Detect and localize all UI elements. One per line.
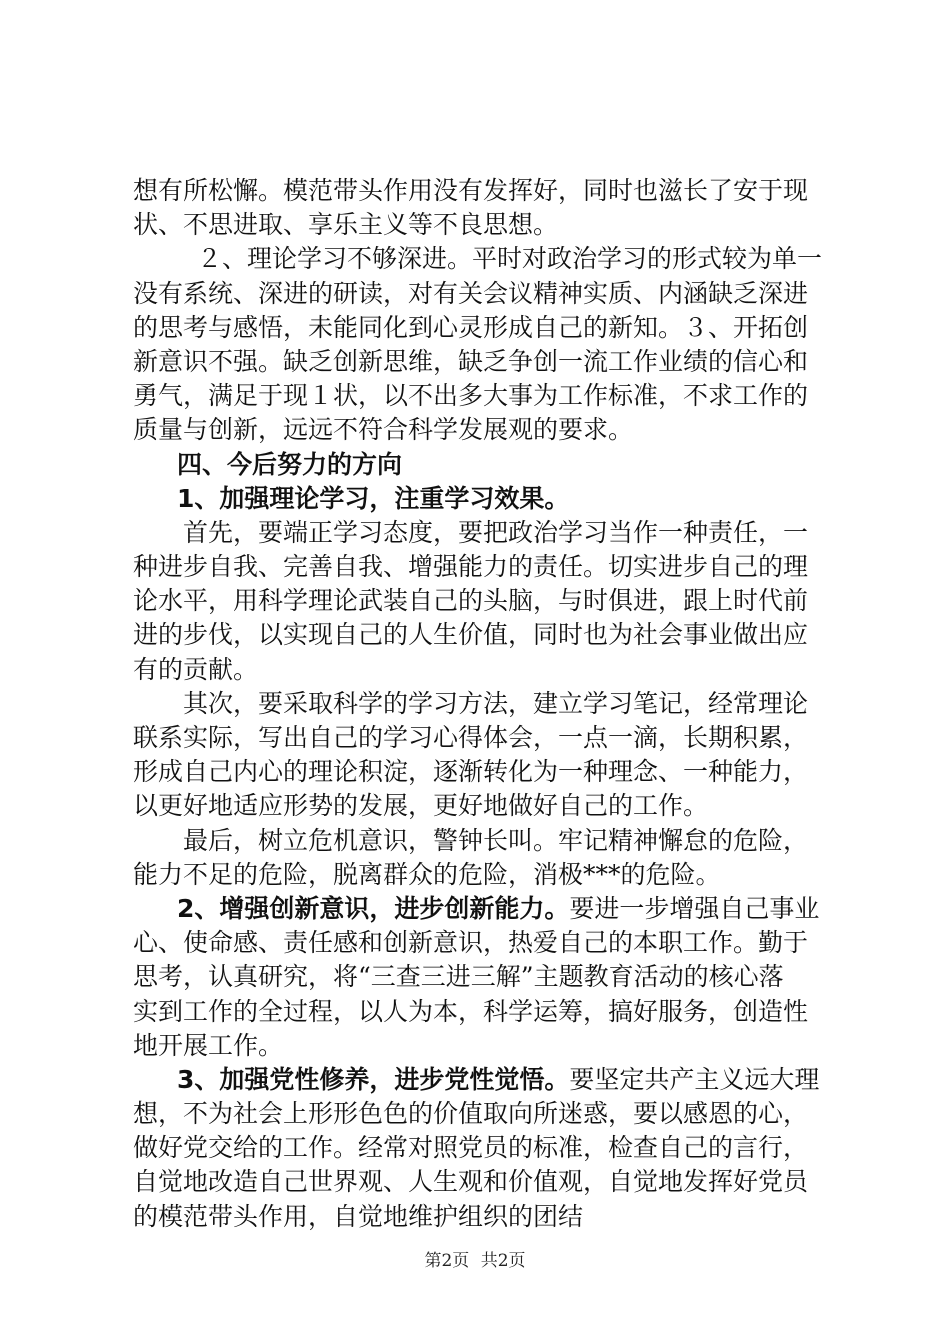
text-line: 能力不足的危险，脱离群众的危险，消极***的危险。 [133, 859, 721, 889]
text-line: 形成自己内心的理论积淀，逐渐转化为一种理念、一种能力， [133, 757, 809, 787]
text-line: 自觉地改造自己世界观、人生观和价值观，自觉地发挥好党员 [133, 1167, 809, 1197]
text-line [133, 1063, 833, 1097]
text-line: 新意识不强。缺乏创新思维，缺乏争创一流工作业绩的信心和 [133, 346, 809, 376]
text-run: 要进一步增强自己事业 [569, 893, 820, 923]
text-line: 的思考与感悟，未能同化到心灵形成自己的新知。３、开拓创 [133, 312, 809, 342]
text-line: 想，不为社会上形形色色的价值取向所迷惑，要以感恩的心， [133, 1099, 809, 1129]
text-line: 状、不思进取、享乐主义等不良思想。 [133, 210, 559, 240]
text-line: 想有所松懈。模范带头作用没有发挥好，同时也滋长了安于现 [133, 176, 809, 205]
text-line: 质量与创新，远远不符合科学发展观的要求。 [133, 415, 634, 445]
text-line: 的模范带头作用，自觉地维护组织的团结 [133, 1201, 584, 1231]
section-heading: 四、今后努力的方向 [177, 449, 403, 479]
text-line: 首先，要端正学习态度，要把政治学习当作一种责任，一 [183, 517, 809, 547]
text-line: 有的贡献。 [133, 654, 259, 684]
text-line: 其次，要采取科学的学习方法，建立学习笔记，经常理论 [183, 688, 809, 718]
subsection-heading: 1、加强理论学习，注重学习效果。 [177, 483, 570, 513]
document-body [133, 174, 833, 1234]
text-line: 实到工作的全过程，以人为本，科学运筹，搞好服务，创造性 [133, 996, 809, 1026]
text-line: 以更好地适应形势的发展，更好地做好自己的工作。 [133, 791, 709, 821]
text-line: 论水平，用科学理论武装自己的头脑，与时俱进，跟上时代前 [133, 586, 809, 616]
text-line: 没有系统、深进的研读，对有关会议精神实质、内涵缺乏深进 [133, 278, 809, 308]
text-line: ２、理论学习不够深进。平时对政治学习的形式较为单一 [172, 244, 823, 274]
text-line: 地开展工作。 [133, 1030, 284, 1060]
text-line: 做好党交给的工作。经常对照党员的标准，检查自己的言行， [133, 1133, 809, 1163]
text-line: 进的步伐，以实现自己的人生价值，同时也为社会事业做出应 [133, 620, 809, 650]
text-line [133, 892, 833, 926]
text-run: 要坚定共产主义远大理 [569, 1064, 820, 1094]
text-line: 思考，认真研究，将“三查三进三解”主题教育活动的核心落 [133, 962, 784, 992]
page-number: 第2页 [424, 1251, 470, 1271]
subsection-heading: 3、加强党性修养，进步党性觉悟。 [177, 1064, 570, 1094]
text-line: 种进步自我、完善自我、增强能力的责任。切实进步自己的理 [133, 552, 809, 582]
text-line: 最后，树立危机意识，警钟长叫。牢记精神懈怠的危险， [183, 825, 809, 855]
page-total: 共2页 [480, 1251, 526, 1271]
page-footer [0, 1246, 950, 1271]
text-line: 心、使命感、责任感和创新意识，热爱自己的本职工作。勤于 [133, 928, 809, 958]
subsection-heading: 2、增强创新意识，进步创新能力。 [177, 893, 570, 923]
text-line: 联系实际，写出自己的学习心得体会，一点一滴，长期积累， [133, 723, 809, 752]
text-line: 勇气，满足于现１状，以不出多大事为工作标准，不求工作的 [133, 381, 809, 411]
